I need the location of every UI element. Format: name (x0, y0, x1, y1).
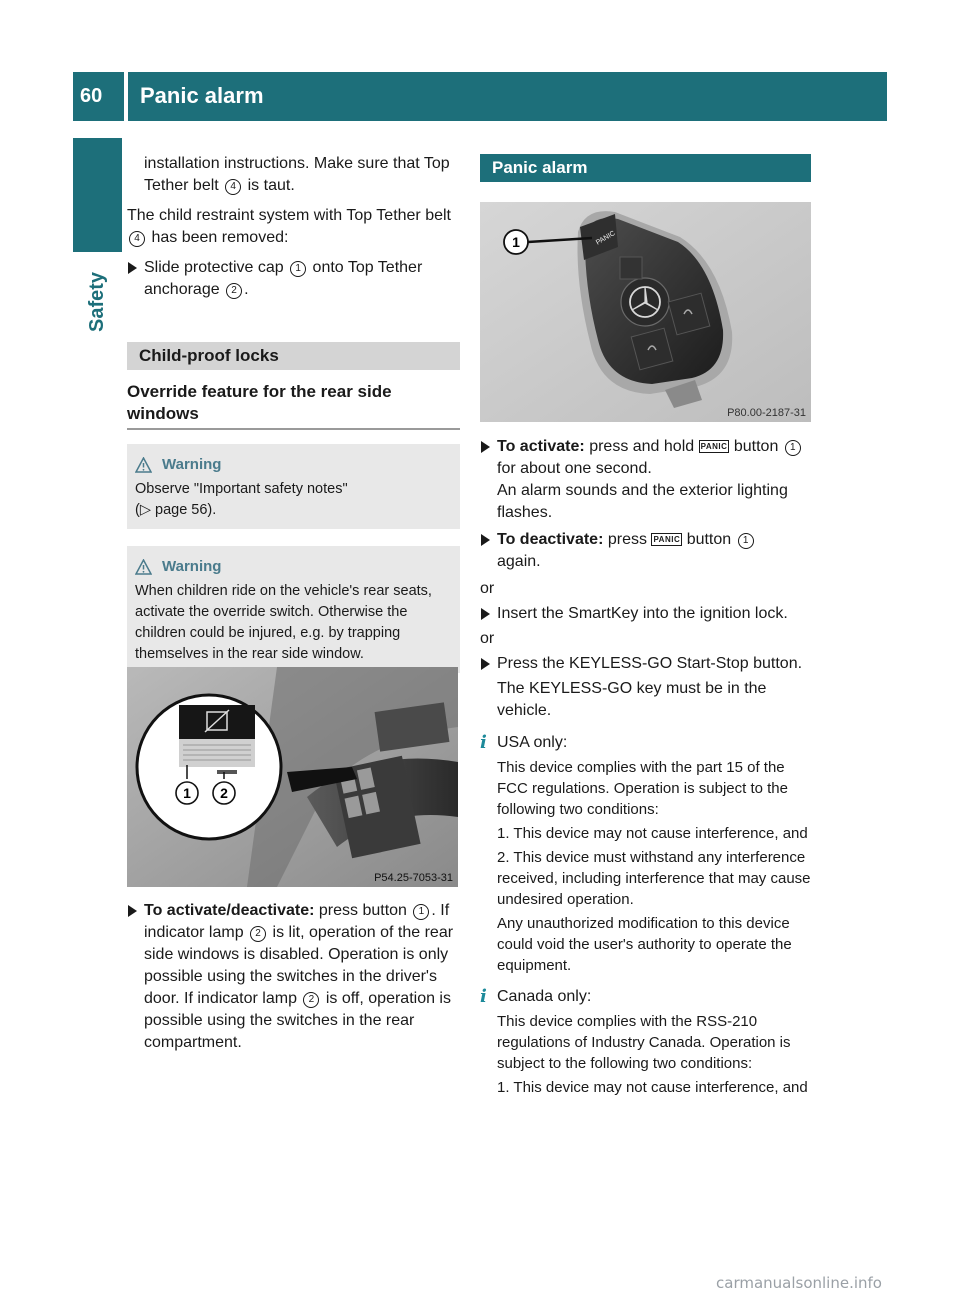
step-item: Slide protective cap 1 onto Top Tether anchorage 2 . (127, 257, 460, 301)
callout-1: 1 (512, 234, 520, 250)
left-column (127, 153, 460, 673)
step-item: Press the KEYLESS-GO Start-Stop button. (480, 653, 813, 675)
subheading: Override feature for the rear side windows (127, 381, 460, 430)
step-item: Insert the SmartKey into the ignition lock. (480, 603, 813, 625)
warning-text: When children ride on the vehicle's rear seats, activate the override switch. Otherwise the children could be injured, e.g. by trapping themselves in the rear side window. (135, 583, 432, 662)
warning-icon (135, 559, 152, 575)
warning-box (127, 546, 460, 673)
arrow-icon (481, 608, 490, 620)
warning-text: Observe "Important safety notes" (135, 481, 348, 497)
header-divider (124, 72, 128, 121)
panic-button-icon: PANIC (700, 442, 728, 451)
page-reference[interactable]: (▷ page 56). (135, 502, 217, 518)
arrow-icon (481, 658, 490, 670)
callout-1: 1 (183, 785, 191, 801)
smartkey-figure (480, 202, 811, 422)
right-column (480, 436, 813, 1098)
paragraph: The child restraint system with Top Tether belt 4 has been removed: (127, 207, 451, 246)
paragraph: The KEYLESS-GO key must be in the vehicle. (497, 680, 767, 719)
or-text: or (480, 580, 495, 597)
callout-2: 2 (220, 785, 228, 801)
side-tab-label: Safety (86, 271, 108, 333)
paragraph: installation instructions. Make sure that Top Tether belt 4 is taut. (144, 155, 450, 194)
warning-title: Warning (135, 556, 452, 577)
left-column-lower (127, 900, 461, 1054)
info-note: i Canada only: This device complies with the RSS-210 regulations of Industry Canada. Operation is subject to the following two conditions: 1. This device may not cause interference, and (480, 986, 808, 1096)
side-tab-block (73, 138, 122, 252)
warning-title: Warning (135, 454, 452, 475)
section-heading: Child-proof locks (127, 342, 460, 370)
panic-key-label: PANIC (594, 230, 617, 247)
step-item: To activate/deactivate: press button 1 . If indicator lamp 2 is lit, operation of the rear side windows is disabled. Operation is only possible using the switches in the driver's door. If indicator lamp 2 is off, operation is possible using the switches in the rear compartment. (127, 900, 461, 1054)
panic-button-icon: PANIC (653, 535, 681, 544)
info-icon: i (480, 986, 487, 1007)
arrow-icon (481, 534, 490, 546)
info-note: i USA only: This device complies with the part 15 of the FCC regulations. Operation is subject to the following two conditions: 1. This device may not cause interference, and 2. This device must withstand any interference received, including interference that may cause undesired operation. Any unauthorized modification to this device could void the user's authority to operate the equipment. (480, 732, 811, 974)
step-item: To activate: press and hold PANIC button 1 for about one second. An alarm sounds and the exterior lighting flashes. (480, 436, 813, 524)
info-icon: i (480, 732, 487, 753)
warning-box (127, 444, 460, 529)
section-heading: Panic alarm (480, 154, 811, 182)
arrow-icon (128, 905, 137, 917)
figure-code: P80.00-2187-31 (727, 407, 806, 419)
step-item: To deactivate: press PANIC button 1 again. (480, 529, 813, 573)
arrow-icon (481, 441, 490, 453)
page-number: 60 (80, 85, 103, 107)
page-title: Panic alarm (140, 83, 264, 108)
or-text: or (480, 630, 495, 647)
watermark: carmanualsonline.info (716, 1274, 882, 1292)
door-switch-figure (127, 667, 458, 887)
warning-icon (135, 457, 152, 473)
figure-code: P54.25-7053-31 (374, 872, 453, 884)
arrow-icon (128, 262, 137, 274)
